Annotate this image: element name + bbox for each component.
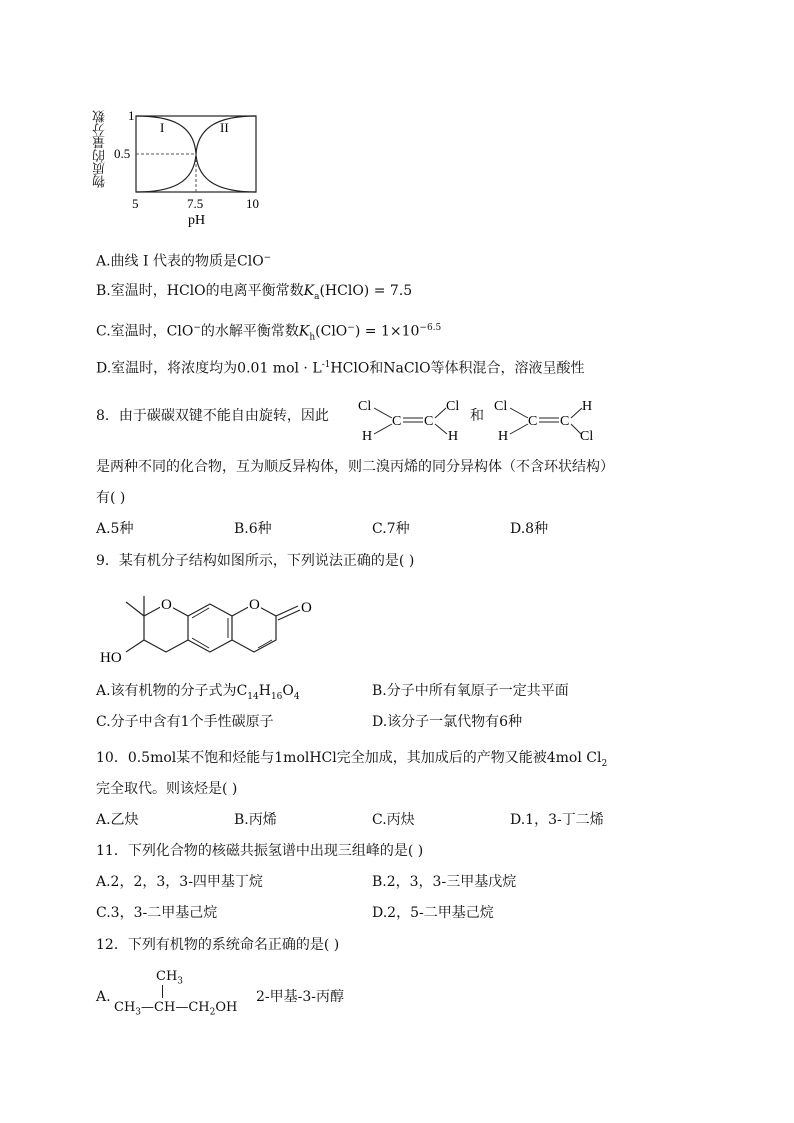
trans-dichloroethene-structure bbox=[492, 394, 602, 446]
cis-dichloroethene-structure bbox=[356, 394, 466, 446]
q7-option-a: A.曲线 I 代表的物质是ClO− bbox=[96, 253, 272, 270]
svg-text:C: C bbox=[528, 414, 538, 429]
carbonyl-oxygen: O bbox=[301, 600, 312, 616]
x-tick-7.5: 7.5 bbox=[187, 196, 204, 211]
coumarin-structure bbox=[96, 588, 336, 670]
q9-stem: 9．某有机分子结构如图所示，下列说法正确的是( ) bbox=[96, 553, 415, 569]
q12-stem: 12．下列有机物的系统命名正确的是( ) bbox=[96, 937, 340, 953]
q7-option-b: B.室温时，HClO的电离平衡常数$K_a(HClO) = 7.5$ bbox=[96, 283, 413, 302]
q11-option-d: D.2，5-二甲基己烷 bbox=[372, 905, 494, 921]
q10-option-a: A.乙炔 bbox=[96, 812, 139, 828]
q8-stem-line3: 有( ) bbox=[96, 490, 126, 506]
ring-oxygen-1: O bbox=[161, 597, 172, 613]
q8-option-d: D.8种 bbox=[510, 521, 549, 537]
q8-option-c: C.7种 bbox=[372, 521, 410, 537]
svg-text:H: H bbox=[448, 429, 459, 444]
q10-stem-a: 10．0.5mol某不饱和烃能与1molHCl完全加成，其加成后的产物又能被4mol $Cl_2$ bbox=[96, 750, 608, 769]
q8-stem-start: 8．由于碳碳双键不能自由旋转，因此 bbox=[96, 408, 329, 424]
y-tick-1: 1 bbox=[128, 108, 135, 123]
q7-option-c: C.室温时，ClO−的水解平衡常数$K_h(ClO^-) = 1\times 10^{-6.5}$ bbox=[96, 323, 442, 343]
q10-stem-b: 完全取代。则该烃是( ) bbox=[96, 781, 238, 797]
svg-text:C: C bbox=[560, 414, 570, 429]
svg-text:H: H bbox=[362, 429, 373, 444]
svg-text:C: C bbox=[392, 414, 402, 429]
q9-option-b: B.分子中所有氧原子一定共平面 bbox=[372, 683, 569, 699]
x-tick-10: 10 bbox=[246, 196, 259, 211]
q12-option-a-label: A. bbox=[96, 989, 111, 1005]
svg-text:Cl: Cl bbox=[446, 399, 460, 414]
chart-ylabel-vertical: 物质的量分数 bbox=[93, 110, 108, 188]
svg-text:Cl: Cl bbox=[358, 399, 372, 414]
q8-option-a: A.5种 bbox=[96, 521, 134, 537]
svg-text:Cl: Cl bbox=[580, 429, 594, 444]
chart-xlabel: pH bbox=[188, 213, 206, 228]
q9-option-a: A.该有机物的分子式为$C_{14}H_{16}O_4$ bbox=[96, 683, 300, 702]
svg-text:Cl: Cl bbox=[494, 399, 508, 414]
distribution-chart bbox=[90, 100, 280, 230]
q11-option-a: A.2，2，3，3-四甲基丁烷 bbox=[96, 874, 263, 890]
q11-option-c: C.3，3-二甲基己烷 bbox=[96, 905, 218, 921]
q8-and: 和 bbox=[470, 408, 484, 424]
curve-II-label: II bbox=[220, 120, 229, 135]
q9-option-d: D.该分子一氯代物有6种 bbox=[372, 714, 523, 730]
svg-text:C: C bbox=[424, 414, 434, 429]
q8-stem-line2: 是两种不同的化合物，互为顺反异构体，则二溴丙烯的同分异构体（不含环状结构） bbox=[96, 459, 614, 475]
svg-text:H: H bbox=[498, 429, 509, 444]
q11-option-b: B.2，3，3-三甲基戊烷 bbox=[372, 874, 517, 890]
y-tick-0.5: 0.5 bbox=[114, 146, 131, 161]
curve-I-label: I bbox=[160, 120, 165, 135]
ring-oxygen-2: O bbox=[249, 597, 260, 613]
q12-option-a-name: 2-甲基-3-丙醇 bbox=[256, 989, 345, 1005]
x-tick-5: 5 bbox=[132, 196, 139, 211]
q9-option-c: C.分子中含有1个手性碳原子 bbox=[96, 714, 274, 730]
q10-option-c: C.丙炔 bbox=[372, 812, 415, 828]
q11-stem: 11．下列化合物的核磁共振氢谱中出现三组峰的是( ) bbox=[96, 843, 424, 859]
hydroxyl-label: HO bbox=[100, 650, 122, 666]
q7-option-d: D.室温时，将浓度均为0.01 mol · $L^{-1}HClO$和NaClO等体积混合，溶液呈酸性 bbox=[96, 360, 585, 377]
q8-option-b: B.6种 bbox=[234, 521, 272, 537]
q10-option-b: B.丙烯 bbox=[234, 812, 277, 828]
svg-text:H: H bbox=[582, 399, 593, 414]
q10-option-d: D.1，3-丁二烯 bbox=[510, 812, 604, 828]
